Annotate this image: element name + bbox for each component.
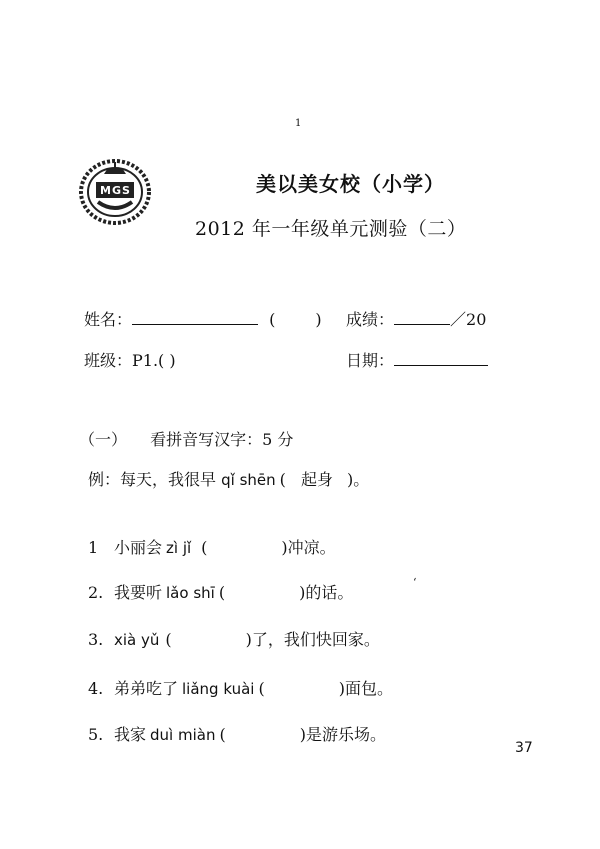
question-pinyin: liǎng kuài [182,680,255,698]
score-blank[interactable] [394,310,450,325]
test-title: 2012 年一年级单元测验（二） [195,218,467,240]
date-blank[interactable] [394,351,488,366]
section-heading [79,427,293,450]
question-text-after: 的话。 [305,583,354,602]
example-paren-open: ( [279,470,286,489]
question-text-after: 冲凉。 [287,538,336,557]
question-pinyin: zì jǐ [166,539,192,557]
school-name: 美以美女校（小学） [256,172,445,196]
question-text-before: 小丽会 [114,538,163,557]
answer-paren-open: ( [219,725,226,744]
question-text-before: 弟弟吃了 [114,679,179,698]
class-row [84,348,176,371]
question-number: 1 [88,538,99,557]
stray-mark: ‘ [413,576,417,589]
question-1 [88,535,336,558]
name-paren-close: ) [315,310,322,329]
question-number: 4. [88,679,104,698]
name-row [84,307,322,330]
school-logo [78,156,152,226]
name-label: 姓名： [84,310,133,329]
answer-paren-close: ) [245,630,252,649]
answer-paren-close: ) [299,725,306,744]
page-number: 1 [295,118,302,129]
answer-paren-open: ( [201,538,208,557]
logo-lettering: MGS [100,184,131,197]
example-answer: 起身 [300,470,333,489]
handwritten-scribble: 37 [515,740,533,756]
answer-paren-open: ( [218,583,226,602]
question-pinyin: lǎo shī [166,584,215,602]
class-label: 班级： [84,351,133,370]
example-paren-close: )。 [346,470,370,489]
question-5 [88,722,386,745]
section-title: 看拼音写汉字：5 分 [150,430,294,449]
name-paren-open: ( [269,310,276,329]
question-text-after: 面包。 [344,679,393,698]
question-pinyin: xià yǔ [114,631,160,649]
answer-paren-open: ( [258,679,265,698]
answer-paren-open: ( [165,630,172,649]
question-text-after: 了，我们快回家。 [251,630,380,649]
answer-paren-close: ) [281,538,288,557]
score-total: ／20 [450,310,487,329]
example-prefix: 例：每天，我很早 [88,470,217,489]
answer-paren-close: ) [299,583,306,602]
example-line [88,467,369,490]
date-row [346,348,488,371]
question-text-before: 我要听 [114,583,163,602]
question-4 [88,676,393,699]
question-text-before: 我家 [114,725,147,744]
score-row [346,307,486,330]
question-3 [88,627,380,650]
question-2 [88,580,353,603]
section-number: （一） [79,430,128,449]
question-text-after: 是游乐场。 [305,725,386,744]
answer-paren-close: ) [338,679,345,698]
question-number: 3. [88,630,104,649]
class-value[interactable]: P1.( ) [132,351,176,370]
question-number: 5. [88,725,104,744]
name-blank[interactable] [132,310,258,325]
score-label: 成绩： [346,310,395,329]
example-pinyin: qǐ shēn [221,471,276,489]
question-pinyin: duì miàn [150,726,216,744]
date-label: 日期： [346,351,395,370]
question-number: 2. [88,583,104,602]
